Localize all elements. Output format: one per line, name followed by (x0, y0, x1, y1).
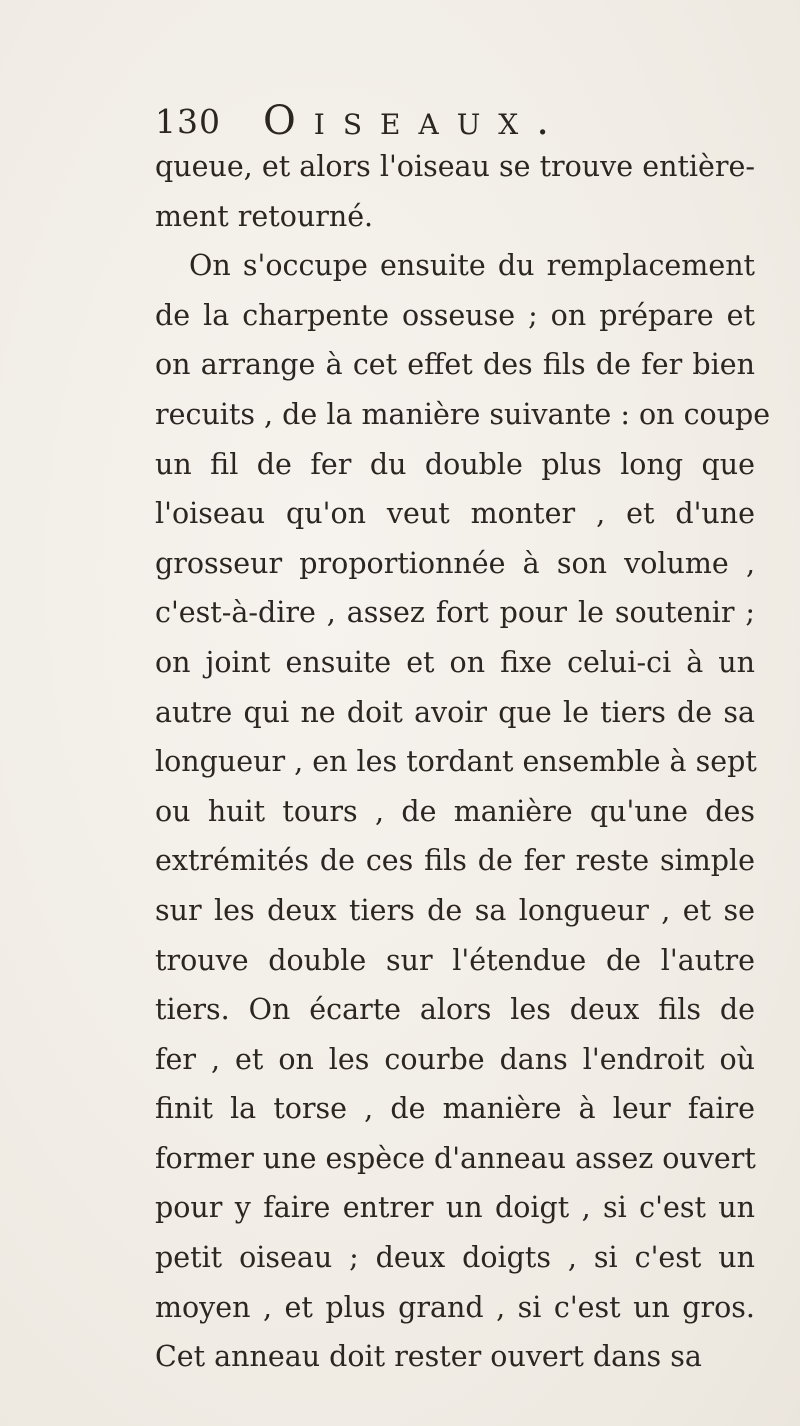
text-line: c'est-à-dire , assez fort pour le soutenir ; (155, 596, 755, 630)
text-line: fer , et on les courbe dans l'endroit où (155, 1042, 755, 1076)
text-line: l'oiseau qu'on veut monter , et d'une (155, 497, 755, 531)
text-line: on arrange à cet effet des fils de fer bien (155, 348, 755, 382)
text-line: pour y faire entrer un doigt , si c'est un (155, 1191, 755, 1225)
text-line: grosseur proportionnée à son volume , (155, 546, 755, 580)
text-line: sur les deux tiers de sa longueur , et se (155, 893, 755, 927)
text-line: ou huit tours , de manière qu'une des (155, 794, 755, 828)
text-line: on joint ensuite et on fixe celui-ci à un (155, 645, 755, 679)
body-text (155, 142, 771, 1382)
text-line: extrémités de ces fils de fer reste simple (155, 844, 755, 878)
text-line: petit oiseau ; deux doigts , si c'est un (155, 1241, 755, 1275)
text-line: trouve double sur l'étendue de l'autre (155, 943, 755, 977)
text-line: moyen , et plus grand , si c'est un gros. (155, 1290, 755, 1324)
text-line: On s'occupe ensuite du remplacement (189, 249, 755, 283)
running-title: Oiseaux. (263, 98, 567, 144)
text-line: ment retourné. (155, 199, 374, 233)
text-line: Cet anneau doit rester ouvert dans sa (155, 1340, 702, 1374)
text-line: queue, et alors l'oiseau se trouve entière- (155, 150, 755, 183)
text-line: recuits , de la manière suivante : on coupe (155, 397, 771, 431)
text-line: finit la torse , de manière à leur faire (155, 1092, 755, 1126)
page-header (155, 98, 755, 146)
text-line: un fil de fer du double plus long que (155, 447, 755, 481)
page-number: 130 (155, 102, 221, 141)
text-line: autre qui ne doit avoir que le tiers de sa (155, 695, 755, 729)
text-line: tiers. On écarte alors les deux fils de (155, 993, 755, 1027)
text-line: longueur , en les tordant ensemble à sept (155, 745, 757, 779)
text-line: former une espèce d'anneau assez ouvert (155, 1141, 756, 1175)
text-line: de la charpente osseuse ; on prépare et (155, 298, 755, 332)
